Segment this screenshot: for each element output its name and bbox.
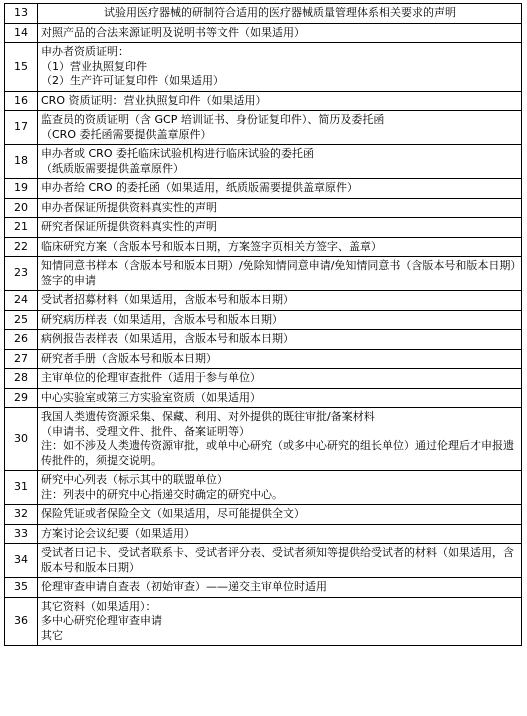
- row-number: 22: [5, 237, 38, 257]
- row-description: [38, 198, 522, 218]
- row-text-line: 试验用医疗器械的研制符合适用的医疗器械质量管理体系相关要求的声明: [104, 6, 456, 19]
- row-number: 31: [5, 471, 38, 505]
- row-description: [38, 218, 522, 238]
- row-text-line: （2）生产许可证复印件（如果适用）: [41, 74, 224, 87]
- row-number: 13: [5, 4, 38, 24]
- row-description: [38, 408, 522, 471]
- table-body: [5, 4, 522, 646]
- row-text-line: 研究者保证所提供资料真实性的声明: [41, 220, 217, 233]
- row-number: 24: [5, 291, 38, 311]
- row-number: 35: [5, 578, 38, 598]
- row-text-line: 病例报告表样表（如果适用，含版本号和版本日期）: [41, 332, 294, 345]
- row-text-line: 申办者或 CRO 委托临床试验机构进行临床试验的委托函: [41, 147, 314, 160]
- row-text-line: 申办者保证所提供资料真实性的声明: [41, 200, 217, 214]
- row-number: 17: [5, 111, 38, 145]
- row-description: [38, 91, 522, 111]
- row-number: 25: [5, 310, 38, 330]
- row-text-line: 监查员的资质证明（含 GCP 培训证书、身份证复印件）、简历及委托函: [41, 113, 385, 126]
- table-row: [5, 349, 522, 369]
- row-description: [38, 291, 522, 311]
- row-number: 27: [5, 349, 38, 369]
- row-description: [38, 111, 522, 145]
- table-row: [5, 505, 522, 525]
- row-description: [38, 43, 522, 92]
- table-row: [5, 330, 522, 350]
- row-text-line: 多中心研究伦理审查申请: [41, 614, 162, 627]
- table-row: [5, 198, 522, 218]
- row-number: 26: [5, 330, 38, 350]
- row-description: [38, 179, 522, 199]
- row-number: 28: [5, 369, 38, 389]
- row-number: 36: [5, 597, 38, 646]
- row-text-line: 伦理审查申请自查表（初始审查）——递交主审单位时适用: [41, 580, 327, 593]
- row-text-line: 其它: [41, 628, 63, 642]
- table-row: [5, 310, 522, 330]
- row-text-line: 注：如不涉及人类遗传资源审批，或单中心研究（或多中心研究的组长单位）通过伦理后才申报遗传批件的，须提交说明。: [41, 439, 514, 467]
- row-text-line: 受试者日记卡、受试者联系卡、受试者评分表、受试者须知等提供给受试者的材料（如果适用，含版本号和版本日期）: [41, 546, 514, 574]
- row-text-line: 保险凭证或者保险全文（如果适用，尽可能提供全文）: [41, 507, 305, 520]
- table-row: [5, 43, 522, 92]
- row-text-line: 主审单位的伦理审查批件（适用于参与单位）: [41, 371, 261, 384]
- row-description: [38, 505, 522, 525]
- row-description: [38, 330, 522, 350]
- row-number: 20: [5, 198, 38, 218]
- row-text-line: 申办者资质证明：: [41, 45, 129, 58]
- row-description: [38, 4, 522, 24]
- row-text-line: 方案讨论会议纪要（如果适用）: [41, 526, 195, 540]
- table-row: [5, 257, 522, 291]
- row-description: [38, 310, 522, 330]
- row-description: [38, 578, 522, 598]
- row-description: [38, 597, 522, 646]
- row-text-line: 我国人类遗传资源采集、保藏、利用、对外提供的既往审批/备案材料: [41, 410, 375, 423]
- table-row: [5, 578, 522, 598]
- table-row: [5, 388, 522, 408]
- row-text-line: 对照产品的合法来源证明及说明书等文件（如果适用）: [41, 25, 305, 39]
- row-number: 14: [5, 23, 38, 43]
- document-checklist-table: [4, 3, 522, 646]
- row-text-line: 知情同意书样本（含版本号和版本日期）/免除知情同意申请/免知情同意书（含版本号和版本日期）签字的申请: [41, 259, 516, 287]
- table-row: [5, 471, 522, 505]
- row-description: [38, 237, 522, 257]
- row-description: [38, 369, 522, 389]
- row-text-line: 研究者手册（含版本号和版本日期）: [41, 351, 217, 365]
- row-number: 32: [5, 505, 38, 525]
- row-text-line: 临床研究方案（含版本号和版本日期，方案签字页相关方签字、盖章）: [41, 239, 382, 253]
- row-number: 21: [5, 218, 38, 238]
- row-description: [38, 544, 522, 578]
- row-number: 15: [5, 43, 38, 92]
- table-row: [5, 179, 522, 199]
- table-row: [5, 91, 522, 111]
- row-description: [38, 349, 522, 369]
- table-row: [5, 408, 522, 471]
- row-text-line: 注：列表中的研究中心指递交时确定的研究中心。: [41, 487, 283, 501]
- row-text-line: 其它资料（如果适用）：: [41, 599, 157, 613]
- table-row: [5, 524, 522, 544]
- row-number: 19: [5, 179, 38, 199]
- row-number: 29: [5, 388, 38, 408]
- row-text-line: 中心实验室或第三方实验室资质（如果适用）: [41, 390, 261, 404]
- document-page: [4, 3, 522, 646]
- table-row: [5, 237, 522, 257]
- row-text-line: （纸质版需要提供盖章原件）: [41, 161, 184, 175]
- row-text-line: 受试者招募材料（如果适用，含版本号和版本日期）: [41, 293, 294, 306]
- row-description: [38, 145, 522, 179]
- table-row: [5, 111, 522, 145]
- row-text-line: （CRO 委托函需要提供盖章原件）: [41, 127, 212, 141]
- row-text-line: （申请书、受理文件、批件、备案证明等）: [41, 424, 250, 438]
- table-row: [5, 218, 522, 238]
- table-row: [5, 4, 522, 24]
- row-number: 18: [5, 145, 38, 179]
- row-text-line: CRO 资质证明：营业执照复印件（如果适用）: [41, 93, 267, 107]
- row-number: 23: [5, 257, 38, 291]
- row-text-line: 申办者给 CRO 的委托函（如果适用，纸质版需要提供盖章原件）: [41, 181, 358, 194]
- table-row: [5, 544, 522, 578]
- table-row: [5, 369, 522, 389]
- row-description: [38, 23, 522, 43]
- row-text-line: 研究病历样表（如果适用，含版本号和版本日期）: [41, 312, 283, 326]
- row-number: 34: [5, 544, 38, 578]
- row-number: 33: [5, 524, 38, 544]
- table-row: [5, 145, 522, 179]
- row-description: [38, 524, 522, 544]
- row-text-line: （1）营业执照复印件: [41, 59, 147, 73]
- row-number: 30: [5, 408, 38, 471]
- row-description: [38, 388, 522, 408]
- row-description: [38, 471, 522, 505]
- row-description: [38, 257, 522, 291]
- row-number: 16: [5, 91, 38, 111]
- table-row: [5, 23, 522, 43]
- table-row: [5, 597, 522, 646]
- row-text-line: 研究中心列表（标示其中的联盟单位）: [41, 473, 228, 486]
- table-row: [5, 291, 522, 311]
